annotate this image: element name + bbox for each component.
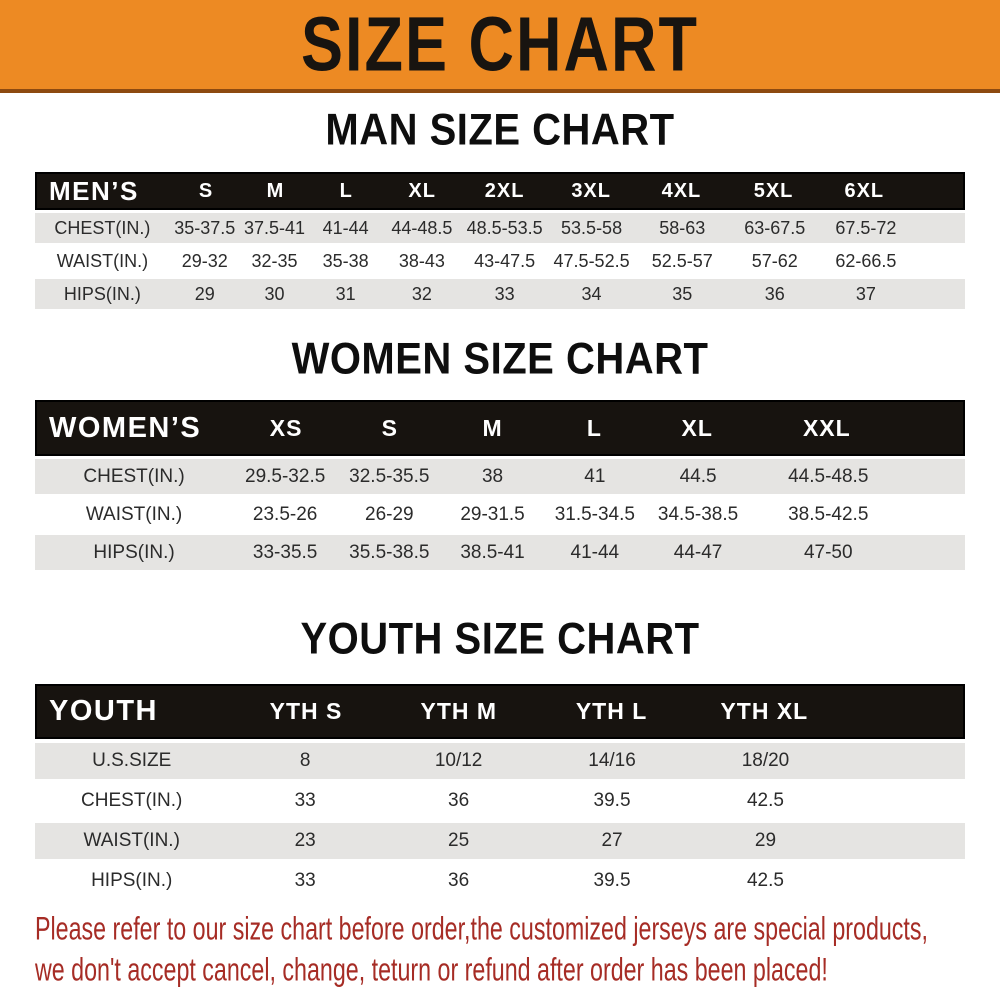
size-cell: 41-44 [570,541,620,563]
column-header-4xl: 4XL [661,179,702,202]
size-cell: 39.5 [593,790,631,811]
women-row-waist-in [35,497,965,532]
youth-section-title [0,613,1000,664]
filler-cell [905,402,963,454]
column-header-3xl: 3XL [571,179,611,202]
men-row-chest-in [35,213,965,243]
row-label: CHEST(IN.) [81,790,183,811]
size-cell: 43-47.5 [474,250,536,271]
size-cell: 35-38 [322,250,369,271]
banner-title: SIZE CHART [301,1,699,88]
youth-row-hips-in [35,863,965,899]
youth-row-u-s-size [35,743,965,779]
size-cell: 14/16 [588,750,636,771]
youth-size-table [35,684,965,899]
banner [0,0,1000,93]
filler-cell [911,246,965,276]
youth-row-waist-in [35,823,965,859]
men-row-waist-in [35,246,965,276]
notice-line-2-text: we don't accept cancel, change, teturn or refund after order has been placed! [35,951,828,988]
filler-cell [906,459,965,494]
size-cell: 29-31.5 [460,503,525,525]
women-section-title-text: WOMEN SIZE CHART [291,333,709,384]
column-header-xl: XL [681,414,713,441]
size-cell: 67.5-72 [835,217,897,238]
column-header-yth-m: YTH M [420,698,498,724]
size-cell: 58-63 [659,217,706,238]
size-cell: 23.5-26 [252,503,318,525]
women-section-title [0,333,1000,384]
row-label: HIPS(IN.) [91,870,173,891]
size-cell: 35-37.5 [174,217,236,238]
filler-cell [842,743,965,779]
size-cell: 41 [584,465,606,487]
column-header-m: M [482,414,503,441]
size-cell: 44-48.5 [391,217,453,238]
men-row-hips-in [35,279,965,309]
row-label: U.S.SIZE [92,750,172,771]
women-row-chest-in [35,459,965,494]
row-label: CHEST(IN.) [54,217,151,238]
footer-notice [35,908,1000,990]
size-cell: 10/12 [434,750,483,771]
size-cell: 37 [855,283,876,304]
size-cell: 47.5-52.5 [553,250,630,271]
column-header-l: L [339,179,353,202]
size-cell: 32.5-35.5 [349,465,430,487]
youth-size-section [0,613,1000,899]
size-cell: 37.5-41 [243,217,305,238]
man-size-section [0,104,1000,309]
size-cell: 34 [581,283,602,304]
size-cell: 57-62 [751,250,798,271]
size-cell: 41-44 [322,217,369,238]
youth-header-row [35,684,965,739]
column-header-6xl: 6XL [844,179,885,202]
size-cell: 33-35.5 [252,541,318,563]
row-label: WAIST(IN.) [56,250,149,271]
men-header-label: MEN’S [49,175,139,206]
notice-line-1 [35,908,1000,949]
row-label: CHEST(IN.) [83,465,185,487]
column-header-yth-l: YTH L [575,698,648,724]
size-cell: 31 [335,283,356,304]
size-cell: 29 [754,830,777,851]
size-cell: 32-35 [251,250,298,271]
size-cell: 36 [764,283,785,304]
size-cell: 44-47 [673,541,723,563]
size-cell: 27 [601,830,623,851]
filler-cell [842,783,965,819]
size-cell: 25 [448,830,470,851]
women-header-row [35,400,965,456]
youth-row-chest-in [35,783,965,819]
size-cell: 44.5 [679,465,717,487]
size-cell: 53.5-58 [561,217,623,238]
column-header-yth-s: YTH S [269,698,343,724]
size-cell: 38-43 [398,250,445,271]
size-cell: 29.5-32.5 [245,465,326,487]
women-header-label: WOMEN’S [49,411,202,444]
size-cell: 34.5-38.5 [657,503,739,525]
man-section-title [0,104,1000,155]
size-cell: 36 [448,870,470,891]
filler-cell [906,497,965,532]
filler-cell [842,823,965,859]
size-cell: 18/20 [741,750,790,771]
size-cell: 32 [411,283,432,304]
size-cell: 48.5-53.5 [466,217,543,238]
column-header-xs: XS [269,414,303,441]
size-cell: 29 [194,283,215,304]
column-header-2xl: 2XL [484,179,525,202]
size-cell: 38.5-42.5 [788,503,869,525]
filler-cell [909,174,963,208]
size-cell: 39.5 [593,870,631,891]
size-cell: 44.5-48.5 [788,465,869,487]
size-cell: 33 [294,790,316,811]
size-cell: 36 [448,790,470,811]
filler-cell [841,686,963,737]
column-header-s: S [198,179,214,202]
row-label: HIPS(IN.) [63,283,141,304]
column-header-m: M [266,179,285,202]
filler-cell [911,279,965,309]
size-cell: 30 [264,283,285,304]
youth-section-title-text: YOUTH SIZE CHART [300,613,700,664]
size-cell: 38 [481,465,504,487]
man-section-title-text: MAN SIZE CHART [325,104,675,155]
size-cell: 42.5 [746,870,784,891]
women-size-section [0,333,1000,570]
man-size-table [35,172,965,309]
youth-header-label: YOUTH [49,695,158,727]
women-row-hips-in [35,535,965,570]
filler-cell [911,213,965,243]
men-header-row [35,172,965,210]
row-label: HIPS(IN.) [93,541,175,563]
notice-line-1-text: Please refer to our size chart before order,the customized jerseys are special products, [35,910,928,947]
row-label: WAIST(IN.) [83,830,180,851]
column-header-yth-xl: YTH XL [720,698,809,724]
column-header-s: S [381,414,398,441]
column-header-l: L [586,414,602,441]
filler-cell [842,863,965,899]
size-cell: 33 [294,870,316,891]
size-cell: 33 [494,283,515,304]
size-cell: 47-50 [803,541,853,563]
size-cell: 8 [299,750,311,771]
size-cell: 23 [294,830,316,851]
column-header-5xl: 5XL [753,179,794,202]
row-label: WAIST(IN.) [85,503,183,525]
size-cell: 42.5 [746,790,784,811]
filler-cell [906,535,965,570]
size-cell: 35.5-38.5 [349,541,430,563]
size-cell: 52.5-57 [651,250,713,271]
notice-line-2 [35,949,1000,990]
column-header-xxl: XXL [802,414,851,441]
size-cell: 26-29 [365,503,414,525]
size-cell: 31.5-34.5 [554,503,635,525]
size-cell: 62-66.5 [835,250,897,271]
size-cell: 35 [672,283,693,304]
size-cell: 63-67.5 [744,217,806,238]
size-cell: 29-32 [181,250,228,271]
column-header-xl: XL [408,179,436,202]
women-size-table [35,400,965,570]
size-cell: 38.5-41 [460,541,525,563]
